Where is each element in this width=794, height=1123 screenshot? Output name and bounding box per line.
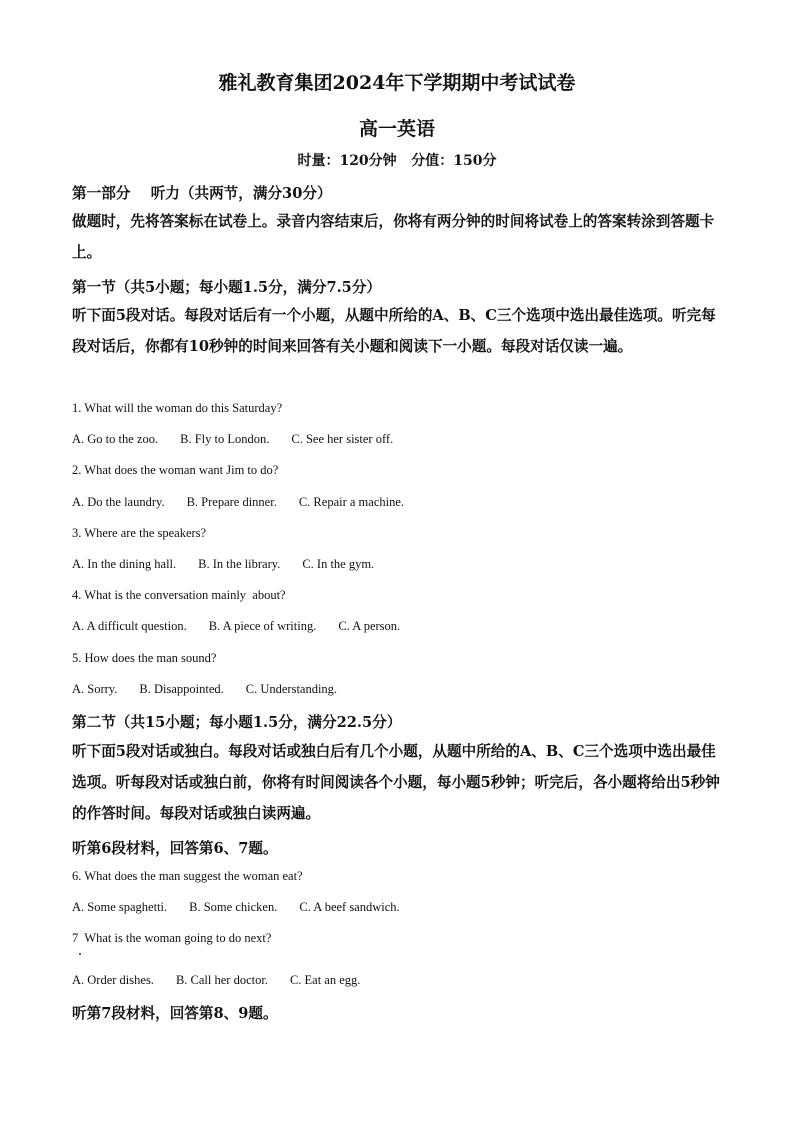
- option-4b: B. A piece of writing.: [208, 619, 317, 633]
- option-4a: A. A difficult question.: [72, 619, 187, 633]
- exam-subject: 高一英语: [358, 118, 435, 140]
- exam-title: 雅礼教育集团2024年下学期期中考试试卷: [218, 72, 576, 94]
- section2-instruction: 听下面5段对话或独白。每段对话或独白后有几个小题，从题中所给的A、B、C三个选项中选出最佳选项。听每段对话或独白前，你将有时间阅读各个小题，每小题5秒钟；听完后，各小题将给出5秒钟的作答时间。每段对话或独白读两遍。: [72, 743, 720, 822]
- part1-instruction: 做题时，先将答案标在试卷上。录音内容结束后，你将有两分钟的时间将试卷上的答案转涂到答题卡上。: [72, 213, 715, 261]
- option-4c: C. A person.: [338, 619, 401, 633]
- options-5: [72, 682, 359, 697]
- material-6-heading: 听第6段材料，回答第6、7题。: [72, 840, 278, 857]
- section1-instruction: 听下面5段对话。每段对话后有一个小题，从题中所给的A、B、C三个选项中选出最佳选项。听完每段对话后，你都有10秒钟的时间来回答有关小题和阅读下一小题。每段对话仅读一遍。: [72, 307, 716, 355]
- option-1a: A. Go to the zoo.: [72, 432, 159, 446]
- time-score: 时量：120分钟 分值：150分: [297, 153, 497, 169]
- options-1: [72, 432, 415, 447]
- question-7: 7 What is the woman going to do next?: [72, 931, 272, 945]
- option-5a: A. Sorry.: [72, 682, 118, 696]
- question-4: 4. What is the conversation mainly about?: [72, 588, 286, 602]
- section1-heading: 第一节（共5小题；每小题1.5分，满分7.5分）: [72, 279, 382, 296]
- option-7a: A. Order dishes.: [72, 973, 154, 987]
- question-3: 3. Where are the speakers?: [72, 526, 207, 540]
- option-3c: C. In the gym.: [302, 557, 375, 571]
- options-6: [72, 900, 422, 915]
- option-7c: C. Eat an egg.: [289, 973, 361, 987]
- option-3b: B. In the library.: [198, 557, 281, 571]
- section2-heading: 第二节（共15小题；每小题1.5分，满分22.5分）: [72, 714, 402, 731]
- option-6a: A. Some spaghetti.: [72, 900, 168, 914]
- option-3a: A. In the dining hall.: [72, 557, 177, 571]
- options-4: [72, 619, 422, 634]
- option-5c: C. Understanding.: [245, 682, 338, 696]
- material-7-heading: 听第7段材料，回答第8、9题。: [72, 1005, 278, 1022]
- stray-dot: [79, 953, 81, 955]
- options-7: [72, 973, 382, 988]
- option-6b: B. Some chicken.: [189, 900, 278, 914]
- option-7b: B. Call her doctor.: [175, 973, 268, 987]
- option-2c: C. Repair a machine.: [298, 495, 405, 509]
- option-5b: B. Disappointed.: [139, 682, 224, 696]
- option-6c: C. A beef sandwich.: [299, 900, 400, 914]
- option-2b: B. Prepare dinner.: [186, 495, 277, 509]
- part1-heading: 第一部分 听力（共两节，满分30分）: [72, 185, 332, 202]
- question-6: 6. What does the man suggest the woman eat?: [72, 869, 303, 883]
- question-2: 2. What does the woman want Jim to do?: [72, 463, 279, 477]
- option-2a: A. Do the laundry.: [72, 495, 165, 509]
- question-1: 1. What will the woman do this Saturday?: [72, 401, 283, 415]
- options-2: [72, 495, 426, 510]
- question-5: 5. How does the man sound?: [72, 651, 217, 665]
- option-1b: B. Fly to London.: [180, 432, 270, 446]
- option-1c: C. See her sister off.: [291, 432, 394, 446]
- options-3: [72, 557, 396, 572]
